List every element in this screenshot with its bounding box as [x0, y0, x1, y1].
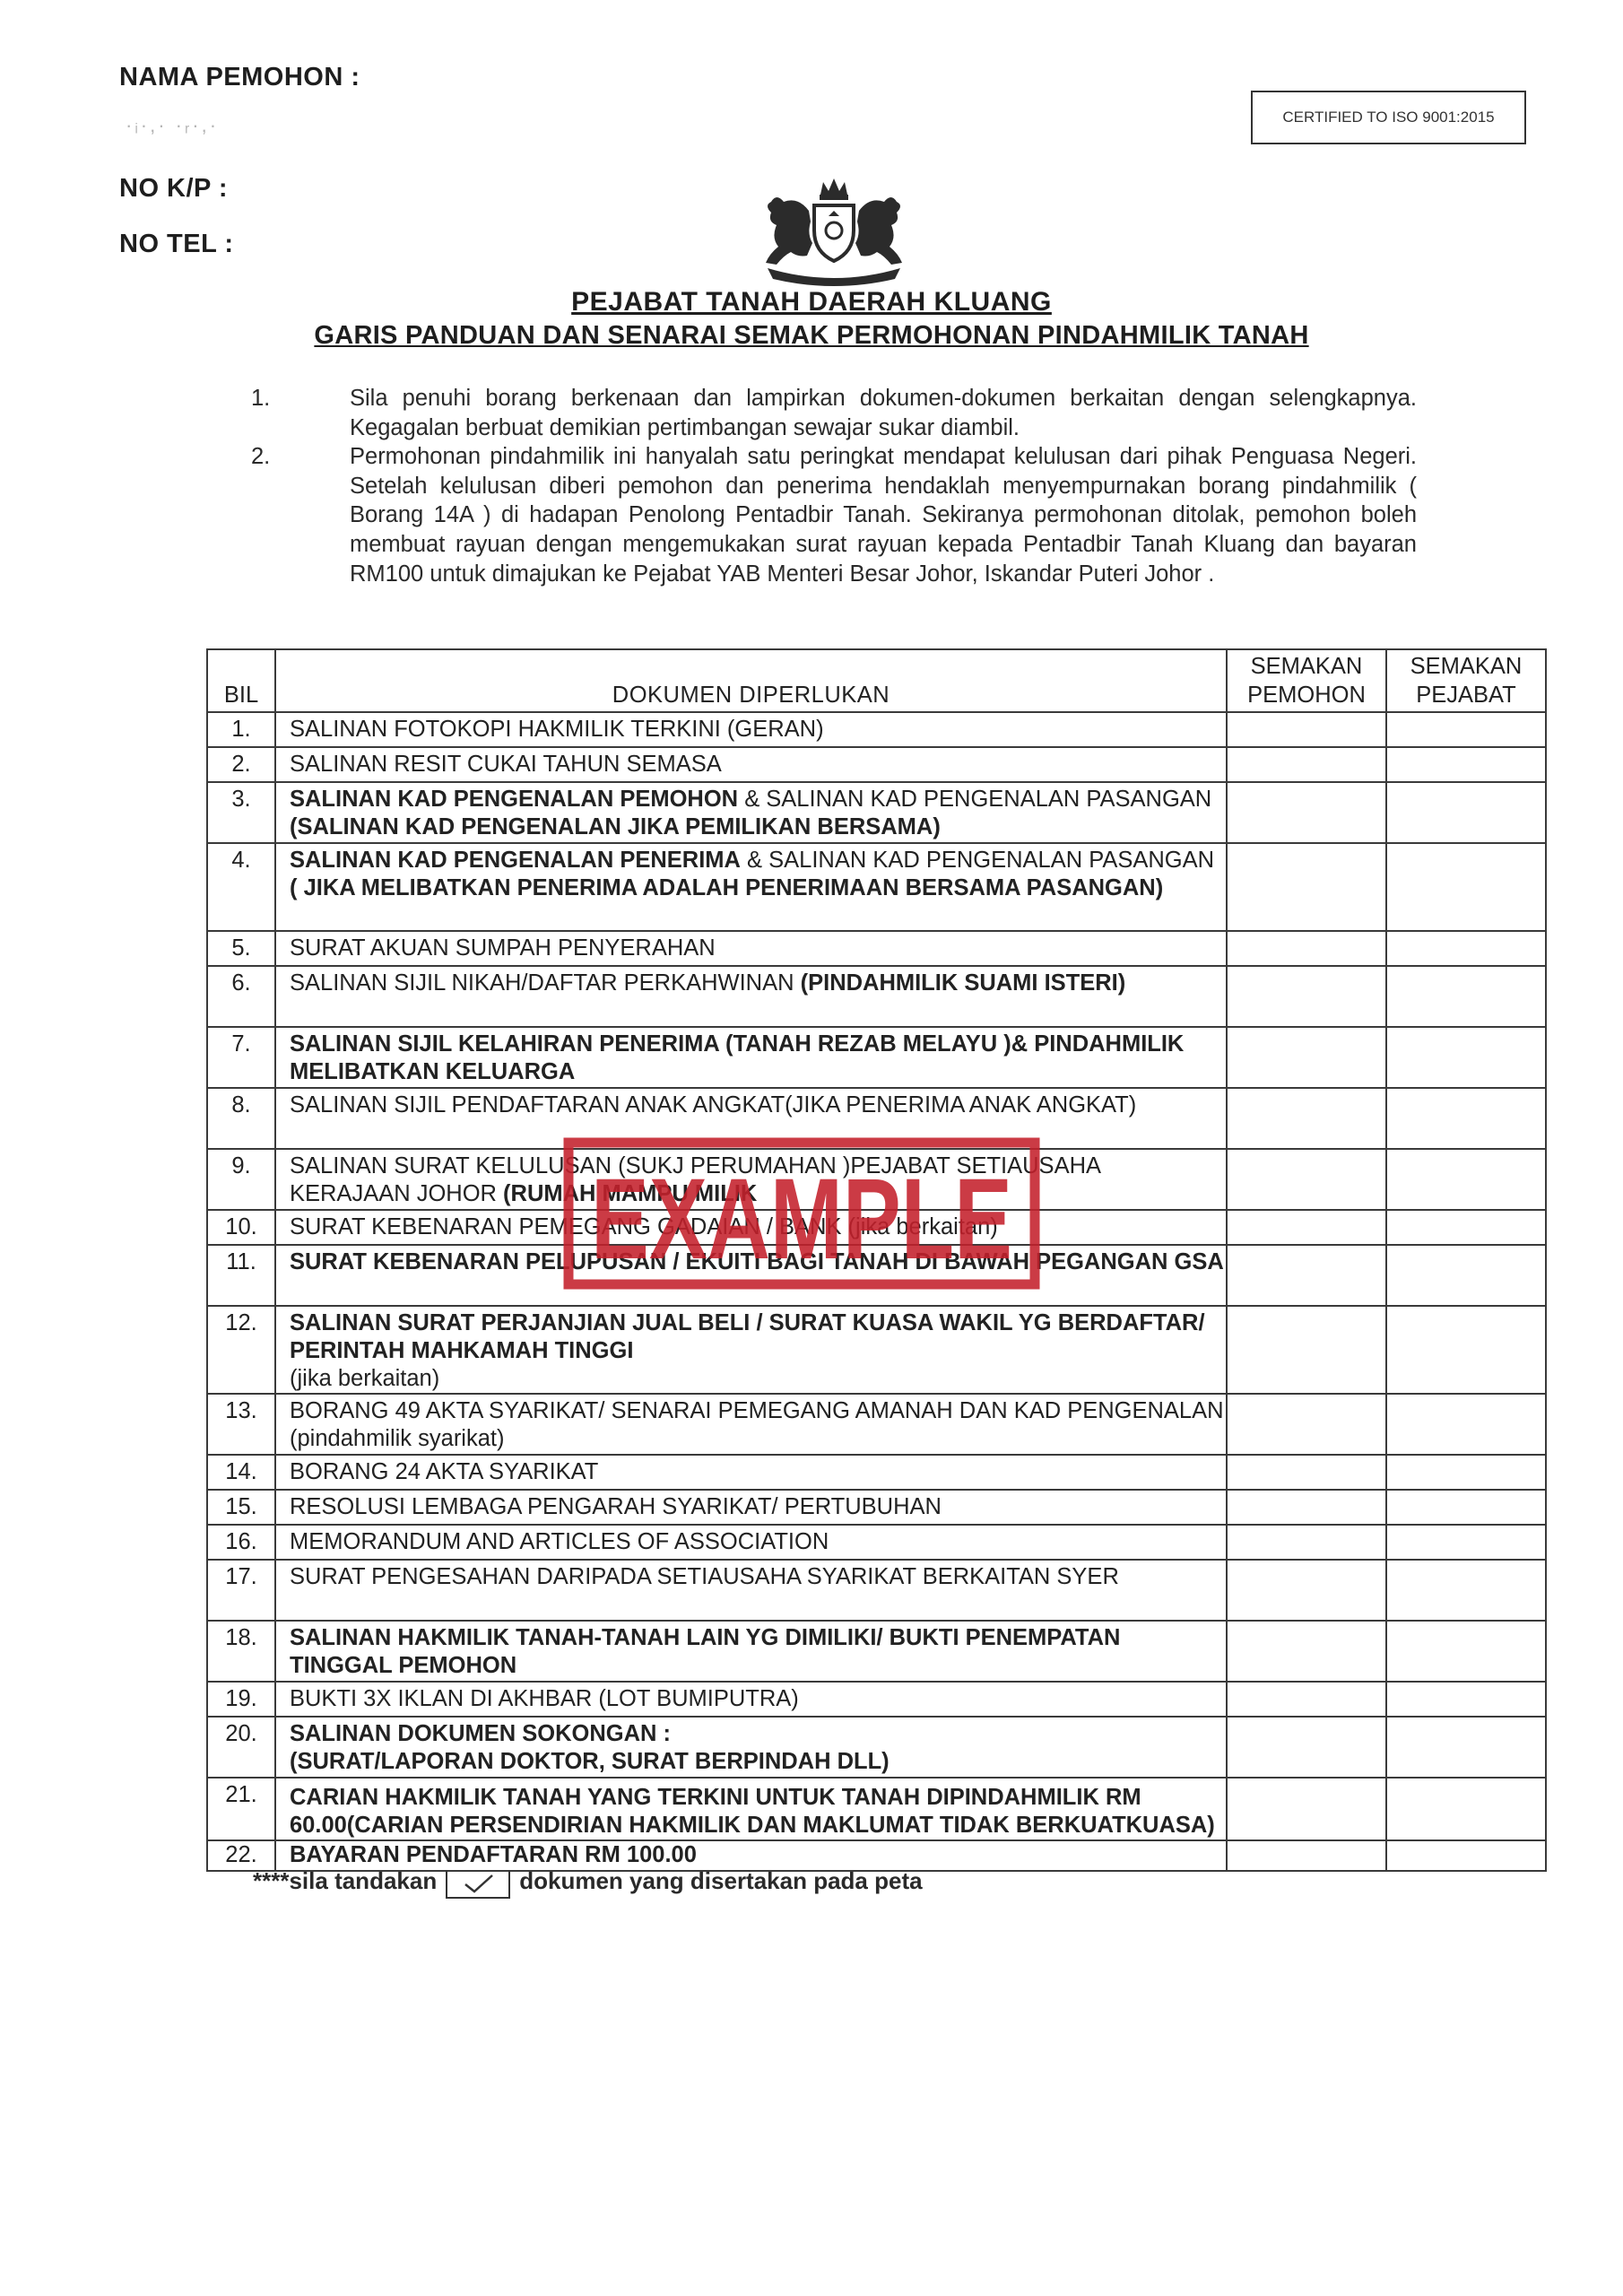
row-document: BUKTI 3X IKLAN DI AKHBAR (LOT BUMIPUTRA) [275, 1682, 1227, 1717]
row-document: SALINAN HAKMILIK TANAH-TANAH LAIN YG DIMILIKI/ BUKTI PENEMPATAN TINGGAL PEMOHON [275, 1621, 1227, 1682]
footnote-text-after: dokumen yang disertakan pada peta [519, 1867, 923, 1894]
office-checkbox[interactable] [1386, 1621, 1546, 1682]
applicant-checkbox[interactable] [1227, 931, 1386, 966]
table-row [207, 1394, 1546, 1455]
office-checkbox[interactable] [1386, 747, 1546, 782]
doc-part: SALINAN SURAT PERJANJIAN JUAL BELI / SURAT KUASA WAKIL YG BERDAFTAR/ PERINTAH MAHKAMAH TINGGI [290, 1310, 1205, 1363]
row-number: 22. [207, 1840, 275, 1871]
row-document: CARIAN HAKMILIK TANAH YANG TERKINI UNTUK TANAH DIPINDAHMILIK RM 60.00(CARIAN PERSENDIRIAN HAKMILIK DAN MAKLUMAT TIDAK BERKUATKUASA) [275, 1778, 1227, 1840]
row-number: 13. [207, 1394, 275, 1455]
doc-part: (pindahmilik syarikat) [290, 1426, 505, 1451]
table-row [207, 1027, 1546, 1088]
office-checkbox[interactable] [1386, 843, 1546, 931]
applicant-checkbox[interactable] [1227, 1778, 1386, 1840]
row-number: 17. [207, 1560, 275, 1621]
office-checkbox[interactable] [1386, 1490, 1546, 1525]
row-number: 10. [207, 1210, 275, 1245]
applicant-checkbox[interactable] [1227, 966, 1386, 1027]
row-number: 2. [207, 747, 275, 782]
header-office-check: SEMAKAN PEJABAT [1386, 649, 1546, 712]
applicant-checkbox[interactable] [1227, 1027, 1386, 1088]
table-row [207, 1490, 1546, 1525]
applicant-checkbox[interactable] [1227, 1149, 1386, 1210]
table-row [207, 1560, 1546, 1621]
applicant-checkbox[interactable] [1227, 1525, 1386, 1560]
applicant-name-label: NAMA PEMOHON : [119, 63, 360, 91]
row-document [275, 1306, 1227, 1394]
applicant-checkbox[interactable] [1227, 1560, 1386, 1621]
row-number: 18. [207, 1621, 275, 1682]
table-row [207, 1778, 1546, 1840]
row-document: SALINAN FOTOKOPI HAKMILIK TERKINI (GERAN) [275, 712, 1227, 747]
doc-part: SALINAN SURAT KELULUSAN (SUKJ PERUMAHAN )PEJABAT SETIAUSAHA KERAJAAN JOHOR [290, 1153, 1100, 1206]
doc-part: & SALINAN KAD PENGENALAN PASANGAN [738, 787, 1212, 812]
row-document: SALINAN SIJIL PENDAFTARAN ANAK ANGKAT(JIKA PENERIMA ANAK ANGKAT) [275, 1088, 1227, 1149]
row-document: MEMORANDUM AND ARTICLES OF ASSOCIATION [275, 1525, 1227, 1560]
table-row [207, 1306, 1546, 1394]
row-number: 7. [207, 1027, 275, 1088]
row-document [275, 1717, 1227, 1778]
table-row [207, 931, 1546, 966]
footnote-text-before: ****sila tandakan [253, 1867, 438, 1894]
applicant-checkbox[interactable] [1227, 1394, 1386, 1455]
applicant-checkbox[interactable] [1227, 712, 1386, 747]
table-row [207, 1682, 1546, 1717]
instruction-text: Sila penuhi borang berkenaan dan lampirkan dokumen-dokumen berkaitan dengan selengkapnya. Kegagalan berbuat demikian pertimbangan sewajar sukar diambil. [350, 386, 1417, 440]
applicant-checkbox[interactable] [1227, 1210, 1386, 1245]
office-checkbox[interactable] [1386, 931, 1546, 966]
row-number: 4. [207, 843, 275, 931]
office-title: PEJABAT TANAH DAERAH KLUANG [571, 287, 1052, 317]
office-checkbox[interactable] [1386, 1778, 1546, 1840]
applicant-checkbox[interactable] [1227, 1621, 1386, 1682]
applicant-checkbox[interactable] [1227, 782, 1386, 843]
row-number: 5. [207, 931, 275, 966]
row-number: 8. [207, 1088, 275, 1149]
doc-part: ( JIKA MELIBATKAN PENERIMA ADALAH PENERIMAAN BERSAMA PASANGAN) [290, 875, 1164, 900]
table-row [207, 747, 1546, 782]
header-applicant-check: SEMAKAN PEMOHON [1227, 649, 1386, 712]
doc-part: (PINDAHMILIK SUAMI ISTERI) [800, 970, 1126, 996]
doc-part: (jika berkaitan) [290, 1366, 440, 1391]
table-row [207, 1525, 1546, 1560]
doc-part: & SALINAN KAD PENGENALAN PASANGAN [740, 848, 1215, 873]
instruction-item-1 [251, 384, 1417, 442]
row-document: RESOLUSI LEMBAGA PENGARAH SYARIKAT/ PERTUBUHAN [275, 1490, 1227, 1525]
office-checkbox[interactable] [1386, 1840, 1546, 1871]
office-checkbox[interactable] [1386, 1717, 1546, 1778]
applicant-checkbox[interactable] [1227, 1245, 1386, 1306]
header-bil: BIL [207, 649, 275, 712]
row-document [275, 1394, 1227, 1455]
table-row [207, 712, 1546, 747]
office-checkbox[interactable] [1386, 1560, 1546, 1621]
row-document: SURAT AKUAN SUMPAH PENYERAHAN [275, 931, 1227, 966]
row-number: 1. [207, 712, 275, 747]
row-document: SURAT PENGESAHAN DARIPADA SETIAUSAHA SYARIKAT BERKAITAN SYER [275, 1560, 1227, 1621]
office-checkbox[interactable] [1386, 1027, 1546, 1088]
applicant-checkbox[interactable] [1227, 843, 1386, 931]
row-document: BORANG 24 AKTA SYARIKAT [275, 1455, 1227, 1490]
iso-certification-box [1251, 91, 1526, 144]
table-row [207, 843, 1546, 931]
checklist-footnote [253, 1867, 923, 1897]
doc-part: BORANG 49 AKTA SYARIKAT/ SENARAI PEMEGANG AMANAH DAN KAD PENGENALAN [290, 1398, 1224, 1423]
applicant-name-value: ·ᵢ·,· ·ᵣ·,· [126, 114, 220, 136]
row-number: 19. [207, 1682, 275, 1717]
row-document: SURAT KEBENARAN PELUPUSAN / EKUITI BAGI TANAH DI BAWAH PEGANGAN GSA [275, 1245, 1227, 1306]
doc-part: (SALINAN KAD PENGENALAN JIKA PEMILIKAN BERSAMA) [290, 814, 941, 839]
office-checkbox[interactable] [1386, 1149, 1546, 1210]
instruction-text: Permohonan pindahmilik ini hanyalah satu peringkat mendapat kelulusan dari pihak Penguasa Negeri. Setelah kelulusan diberi pemohon dan penerima hendaklah menyempurnakan borang pindahmilik ( Borang 14A ) di hadapan Penolong Pentadbir Tanah. Sekiranya permohonan ditolak, pemohon boleh membuat rayuan dengan mengemukakan surat rayuan kepada Pentadbir Tanah Kluang dan bayaran RM100 untuk dimajukan ke Pejabat YAB Menteri Besar Johor, Iskandar Puteri Johor . [350, 444, 1417, 587]
row-number: 3. [207, 782, 275, 843]
johor-coat-of-arms-icon [744, 175, 924, 287]
instruction-item-2 [251, 442, 1417, 589]
applicant-checkbox[interactable] [1227, 1490, 1386, 1525]
example-watermark-stamp [563, 1137, 1040, 1290]
table-row [207, 966, 1546, 1027]
office-checkbox[interactable] [1386, 782, 1546, 843]
applicant-tel-label: NO TEL : [119, 230, 234, 258]
applicant-checkbox[interactable] [1227, 1840, 1386, 1871]
row-number: 21. [207, 1778, 275, 1840]
header-document: DOKUMEN DIPERLUKAN [275, 649, 1227, 712]
office-checkbox[interactable] [1386, 1682, 1546, 1717]
instruction-number: 1. [251, 386, 271, 411]
table-row [207, 782, 1546, 843]
office-checkbox[interactable] [1386, 1088, 1546, 1149]
row-document: SALINAN RESIT CUKAI TAHUN SEMASA [275, 747, 1227, 782]
row-number: 14. [207, 1455, 275, 1490]
office-checkbox[interactable] [1386, 1525, 1546, 1560]
iso-certification-text: CERTIFIED TO ISO 9001:2015 [1282, 109, 1495, 126]
applicant-checkbox[interactable] [1227, 1088, 1386, 1149]
doc-part: SALINAN SIJIL NIKAH/DAFTAR PERKAHWINAN [290, 970, 801, 996]
row-document [275, 966, 1227, 1027]
doc-part: SALINAN KAD PENGENALAN PEMOHON [290, 787, 739, 812]
doc-part: (RUMAH MAMPU MILIK [503, 1181, 758, 1206]
doc-part: (SURAT/LAPORAN DOKTOR, SURAT BERPINDAH DLL) [290, 1749, 890, 1774]
applicant-checkbox[interactable] [1227, 1306, 1386, 1394]
row-number: 12. [207, 1306, 275, 1394]
row-document [275, 782, 1227, 843]
row-number: 9. [207, 1149, 275, 1210]
office-checkbox[interactable] [1386, 1245, 1546, 1306]
applicant-checkbox[interactable] [1227, 747, 1386, 782]
row-number: 20. [207, 1717, 275, 1778]
office-checkbox[interactable] [1386, 1394, 1546, 1455]
table-row [207, 1455, 1546, 1490]
table-header-row [207, 649, 1546, 712]
row-number: 11. [207, 1245, 275, 1306]
row-number: 6. [207, 966, 275, 1027]
row-document: BAYARAN PENDAFTARAN RM 100.00 [275, 1840, 1227, 1871]
row-number: 16. [207, 1525, 275, 1560]
office-checkbox[interactable] [1386, 712, 1546, 747]
stamp-text: EXAMPLE [591, 1155, 1012, 1283]
row-document: SALINAN SIJIL KELAHIRAN PENERIMA (TANAH REZAB MELAYU )& PINDAHMILIK MELIBATKAN KELUARGA [275, 1027, 1227, 1088]
office-checkbox[interactable] [1386, 1210, 1546, 1245]
row-number: 15. [207, 1490, 275, 1525]
office-checkbox[interactable] [1386, 1455, 1546, 1490]
row-document: SURAT KEBENARAN PEMEGANG GADAIAN / BANK (jika berkaitan) [275, 1210, 1227, 1245]
applicant-checkbox[interactable] [1227, 1682, 1386, 1717]
instruction-number: 2. [251, 444, 271, 469]
document-title: GARIS PANDUAN DAN SENARAI SEMAK PERMOHONAN PINDAHMILIK TANAH [314, 321, 1309, 350]
applicant-checkbox[interactable] [1227, 1717, 1386, 1778]
applicant-checkbox[interactable] [1227, 1455, 1386, 1490]
table-row [207, 1840, 1546, 1871]
office-checkbox[interactable] [1386, 966, 1546, 1027]
doc-part: SALINAN KAD PENGENALAN PENERIMA [290, 848, 741, 873]
checkmark-box-icon [446, 1870, 510, 1899]
applicant-id-label: NO K/P : [119, 174, 229, 203]
row-document [275, 843, 1227, 931]
office-checkbox[interactable] [1386, 1306, 1546, 1394]
table-row [207, 1717, 1546, 1778]
doc-part: SALINAN DOKUMEN SOKONGAN : [290, 1721, 671, 1746]
table-row [207, 1621, 1546, 1682]
